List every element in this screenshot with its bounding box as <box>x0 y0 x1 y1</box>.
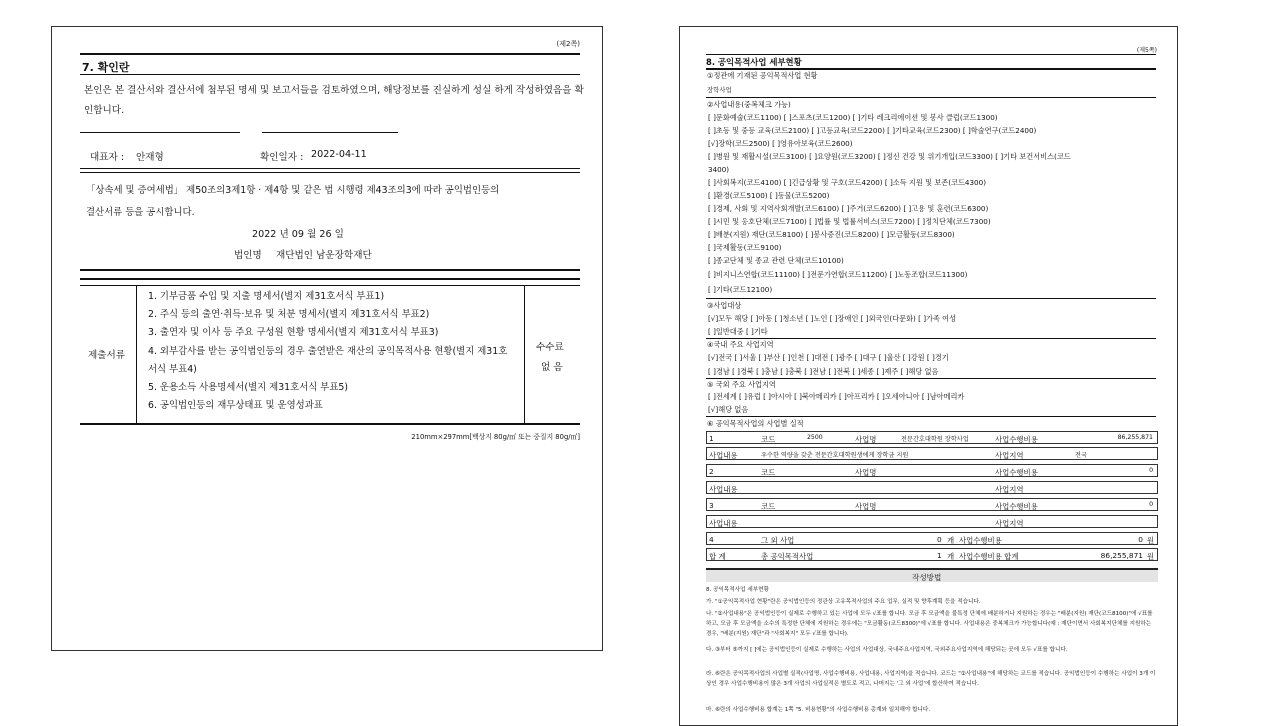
target-row: [ ]일반대중 [ ]기타 <box>708 327 768 336</box>
divider <box>80 269 580 271</box>
notice-date: 2022 년 09 월 26 일 <box>252 229 344 240</box>
biz-cost: 0 <box>1149 467 1153 474</box>
table-row <box>706 532 1158 545</box>
other-biz-count: 0 <box>937 535 942 544</box>
business-row: [ ]시민 및 옹호단체(코드7100) [ ]법률 및 법률서비스(코드7200) [ ]정치단체(코드7300) <box>708 217 991 226</box>
divider <box>706 416 1156 417</box>
table-bottom <box>80 423 580 425</box>
representative-label: 대표자 : <box>90 152 125 163</box>
sub-title: ⑤ 국외 주요 사업지역 <box>707 380 776 389</box>
divider <box>706 54 1156 55</box>
biz-content: 우수한 역량을 갖춘 전문간호대학원생에게 장학금 지원 <box>761 452 909 459</box>
business-row: [ ]초등 및 중등 교육(코드2100) [ ]고등교육(코드2200) [ ]기타교육(코드2300) [ ]학술연구(코드2400) <box>708 126 1037 135</box>
business-row: 3400) <box>708 165 730 174</box>
representative-name: 안재형 <box>136 152 164 163</box>
biz-content-label: 사업내용 <box>709 485 738 494</box>
biz-region-label: 사업지역 <box>995 519 1024 528</box>
business-row: [ ]기타(코드12100) <box>708 285 773 294</box>
form-page-5 <box>679 26 1178 726</box>
business-row: [ ]문화예술(코드1100) [ ]스포츠(코드1200) [ ]기타 레크리에이션 및 봉사 클럽(코드1300) <box>708 113 998 122</box>
business-row: [√]장학(코드2500) [ ]영유아보육(코드2600) <box>708 139 853 148</box>
divider <box>80 53 580 55</box>
form-number: (제2쪽) <box>556 40 580 48</box>
overseas-row: [ ]전세계 [ ]유럽 [ ]아시아 [ ]북아메리카 [ ]아프리카 [ ]오세아니아 [ ]남아메리카 <box>708 392 965 401</box>
sub1-value: 장학사업 <box>707 86 732 94</box>
corp-name: 재단법인 남운장학재단 <box>276 250 372 261</box>
business-row: [ ]환경(코드5100) [ ]동물(코드5200) <box>708 191 830 200</box>
count-unit: 개 <box>947 536 955 545</box>
law-text: 결산서류 등을 공시합니다. <box>86 207 195 218</box>
biz-cost-label: 사업수행비용 <box>995 502 1038 511</box>
divider <box>706 338 1156 339</box>
law-text: 「상속세 및 증여세법」 제50조의3제1항 · 제4항 및 같은 법 시행령 제43조의3에 따라 공익법인등의 <box>86 185 500 196</box>
table-row <box>706 431 1158 444</box>
table-row <box>706 481 1158 494</box>
total-count: 1 <box>937 551 942 560</box>
submission-item: 5. 운용소득 사용명세서(별지 제31호서식 부표5) <box>148 382 349 393</box>
section-title: 7. 확인란 <box>82 61 130 74</box>
method-note: 마. ⑥란의 사업수행비용 합계는 1쪽 "5. 비용현황"의 사업수행비용 총계와 일치해야 합니다. <box>706 707 931 713</box>
table-row <box>706 548 1158 561</box>
divider <box>80 74 580 75</box>
business-row: [ ]국제활동(코드9100) <box>708 243 782 252</box>
code-label: 코드 <box>761 502 776 511</box>
code-label: 코드 <box>761 468 776 477</box>
signature-line <box>80 132 240 133</box>
sub-title: ②사업내용(중복체크 가능) <box>707 100 791 109</box>
business-row: [ ]병원 및 재활시설(코드3100) [ ]요양원(코드3200) [ ]정신 건강 및 위기개입(코드3300) [ ]기타 보건서비스(코드 <box>708 152 1071 161</box>
section-title: 8. 공익목적사업 세부현황 <box>706 57 802 67</box>
sub-title: ①정관에 기재된 공익목적사업 현황 <box>707 71 818 80</box>
method-note: 라. ⑥란은 공익목적사업의 사업별 실적(사업명, 사업수행비용, 사업내용, 사업지역)을 적습니다. 코드는 "②사업내용"에 해당하는 코드를 적습니다. 공익법인등이 수행하는 사업이 3개 이상인 경우 사업수행비용이 많은 3개 사업의 사업실적은 별도로 적고, 나머지는 '그 외 사업'에 합산하여 적습니다. <box>706 671 1156 687</box>
biz-name-label: 사업명 <box>855 468 877 477</box>
biz-no: 2 <box>709 467 714 476</box>
submission-item: 4. 외부감사를 받는 공익법인등의 경우 출연받은 재산의 공익목적사용 현황(별지 제31호 <box>148 346 508 357</box>
table-top <box>80 285 580 286</box>
form-page-2 <box>51 26 603 651</box>
paper-size: 210mm×297mm[백상지 80g/㎡ 또는 중질지 80g/㎡] <box>411 433 580 441</box>
sub-title: ④국내 주요 사업지역 <box>707 340 774 349</box>
biz-region-label: 사업지역 <box>995 451 1024 460</box>
divider <box>80 172 580 173</box>
other-biz-cost: 0 <box>1138 535 1143 544</box>
method-title: 작성방법 <box>912 573 942 582</box>
won-unit: 원 <box>1146 536 1154 545</box>
divider <box>80 168 580 169</box>
method-header <box>706 568 1158 582</box>
biz-no: 4 <box>709 535 714 544</box>
divider <box>706 378 1156 379</box>
biz-region: 전국 <box>1075 452 1087 459</box>
business-row: [ ]배분(지원) 재단(코드8100) [ ]봉사증진(코드8200) [ ]모금활동(코드8300) <box>708 230 955 239</box>
table-row <box>706 447 1158 460</box>
confirm-date: 2022-04-11 <box>311 149 367 160</box>
total-biz-label: 총 공익목적사업 <box>761 552 814 561</box>
table-rule <box>136 285 137 423</box>
biz-code: 2500 <box>807 434 823 441</box>
submission-item: 서식 부표4) <box>148 364 197 375</box>
table-row <box>706 464 1158 477</box>
submission-item: 6. 공익법인등의 재무상태표 및 운영성과표 <box>148 400 323 411</box>
submission-item: 1. 기부금품 수입 및 지출 명세서(별지 제31호서식 부표1) <box>148 291 385 302</box>
biz-cost: 0 <box>1149 501 1153 508</box>
biz-no: 1 <box>709 434 714 443</box>
business-row: [ ]비지니스연합(코드11100) [ ]전문가연합(코드11200) [ ]노동조합(코드11300) <box>708 270 968 279</box>
total-cost-label: 사업수행비용 합계 <box>959 552 1019 561</box>
biz-cost-label: 사업수행비용 <box>959 536 1002 545</box>
divider <box>706 298 1156 299</box>
divider <box>706 97 1156 98</box>
divider <box>706 68 1156 70</box>
business-row: [ ]종교단체 및 종교 관련 단체(코드10100) <box>708 256 844 265</box>
method-note: 가. "①공익목적사업 현황"란은 공익법인등의 정관상 고유목적사업의 주요 업무, 실적 및 향후계획 등을 적습니다. <box>706 599 981 605</box>
business-row: [ ]경제, 사회 및 지역사회개발(코드6100) [ ]주거(코드6200) [ ]고용 및 훈련(코드6300) <box>708 204 989 213</box>
overseas-row: [√]해당 없음 <box>708 405 749 414</box>
total-label: 합 계 <box>709 552 726 561</box>
biz-name-label: 사업명 <box>855 502 877 511</box>
fee-value: 없 음 <box>541 362 563 373</box>
biz-name: 전문간호대학원 장학사업 <box>901 436 969 443</box>
sub-title: ③사업대상 <box>707 301 742 310</box>
biz-cost-label: 사업수행비용 <box>995 468 1038 477</box>
signature-line <box>262 132 398 133</box>
confirm-date-label: 확인일자 : <box>260 152 304 163</box>
biz-name-label: 사업명 <box>855 435 877 444</box>
domestic-row: [ ]경남 [ ]경북 [ ]충남 [ ]충북 [ ]전남 [ ]전북 [ ]세종 [ ]제주 [ ]해당 없음 <box>708 367 939 376</box>
method-note: 나. "②사업내용"은 공익법인등이 실제로 수행하고 있는 사업에 모두 √표를 합니다. 모금 후 모금액을 불특정 단체에 배분하거나 지원하는 경우는 "배분(지원) 재단(코드8100)"에 √표를 하고, 모금 후 모금액을 소수의 특정한 단체에 지원하는 경우에는 "모금활동(코드8300)"에 √표를 합니다. 사업내용은 중복체크가 가능합니다(예 : 재단이면서 사회복지단체를 지원하는 경우, "배분(지원) 재단"과 "사회복지" 모두 √표를 합니다). <box>706 611 1153 637</box>
fee-label: 수수료 <box>536 342 564 353</box>
table-rule <box>524 285 525 423</box>
submission-label: 제출서류 <box>88 350 126 361</box>
total-cost: 86,255,871 <box>1100 551 1143 560</box>
method-note: 다. ③부터 ⑤까지 [ ]에는 공익법인등이 실제로 수행하는 사업의 사업대상, 국내주요사업지역, 국외주요사업지역에 해당되는 곳에 모두 √표를 합니다. <box>706 647 1068 653</box>
table-row <box>706 498 1158 511</box>
domestic-row: [√]전국 [ ]서울 [ ]부산 [ ]인천 [ ]대전 [ ]광주 [ ]대구 [ ]울산 [ ]강원 [ ]경기 <box>708 353 949 362</box>
biz-content-label: 사업내용 <box>709 519 738 528</box>
biz-cost: 86,255,871 <box>1117 434 1153 441</box>
sub-title: ⑥ 공익목적사업의 사업별 실적 <box>707 419 804 428</box>
biz-region-label: 사업지역 <box>995 485 1024 494</box>
biz-no: 3 <box>709 501 714 510</box>
code-label: 코드 <box>761 435 776 444</box>
confirm-text: 인합니다. <box>84 105 125 116</box>
form-number: (제5쪽) <box>1136 47 1157 54</box>
won-unit: 원 <box>1146 552 1154 561</box>
corp-label: 법인명 <box>234 250 262 261</box>
method-note: 8. 공익목적사업 세부현황 <box>706 587 769 593</box>
count-unit: 개 <box>947 552 955 561</box>
submission-item: 3. 출연자 및 이사 등 주요 구성원 현황 명세서(별지 제31호서식 부표3) <box>148 327 439 338</box>
confirm-text: 본인은 본 결산서와 결산서에 첨부된 명세 및 보고서들을 검토하였으며, 해당정보를 진실하게 성실 하게 작성하였음을 확 <box>84 85 584 96</box>
biz-cost-label: 사업수행비용 <box>995 435 1038 444</box>
business-row: [ ]사회복지(코드4100) [ ]긴급상황 및 구호(코드4200) [ ]소득 지원 및 보존(코드4300) <box>708 178 987 187</box>
other-biz-label: 그 외 사업 <box>761 536 795 545</box>
divider <box>80 278 580 280</box>
table-row <box>706 515 1158 528</box>
target-row: [√]모두 해당 [ ]아동 [ ]청소년 [ ]노인 [ ]장애인 [ ]외국인(다문화) [ ]가족 여성 <box>708 314 957 323</box>
biz-content-label: 사업내용 <box>709 451 738 460</box>
submission-item: 2. 주식 등의 출연·취득·보유 및 처분 명세서(별지 제31호서식 부표2) <box>148 309 430 320</box>
